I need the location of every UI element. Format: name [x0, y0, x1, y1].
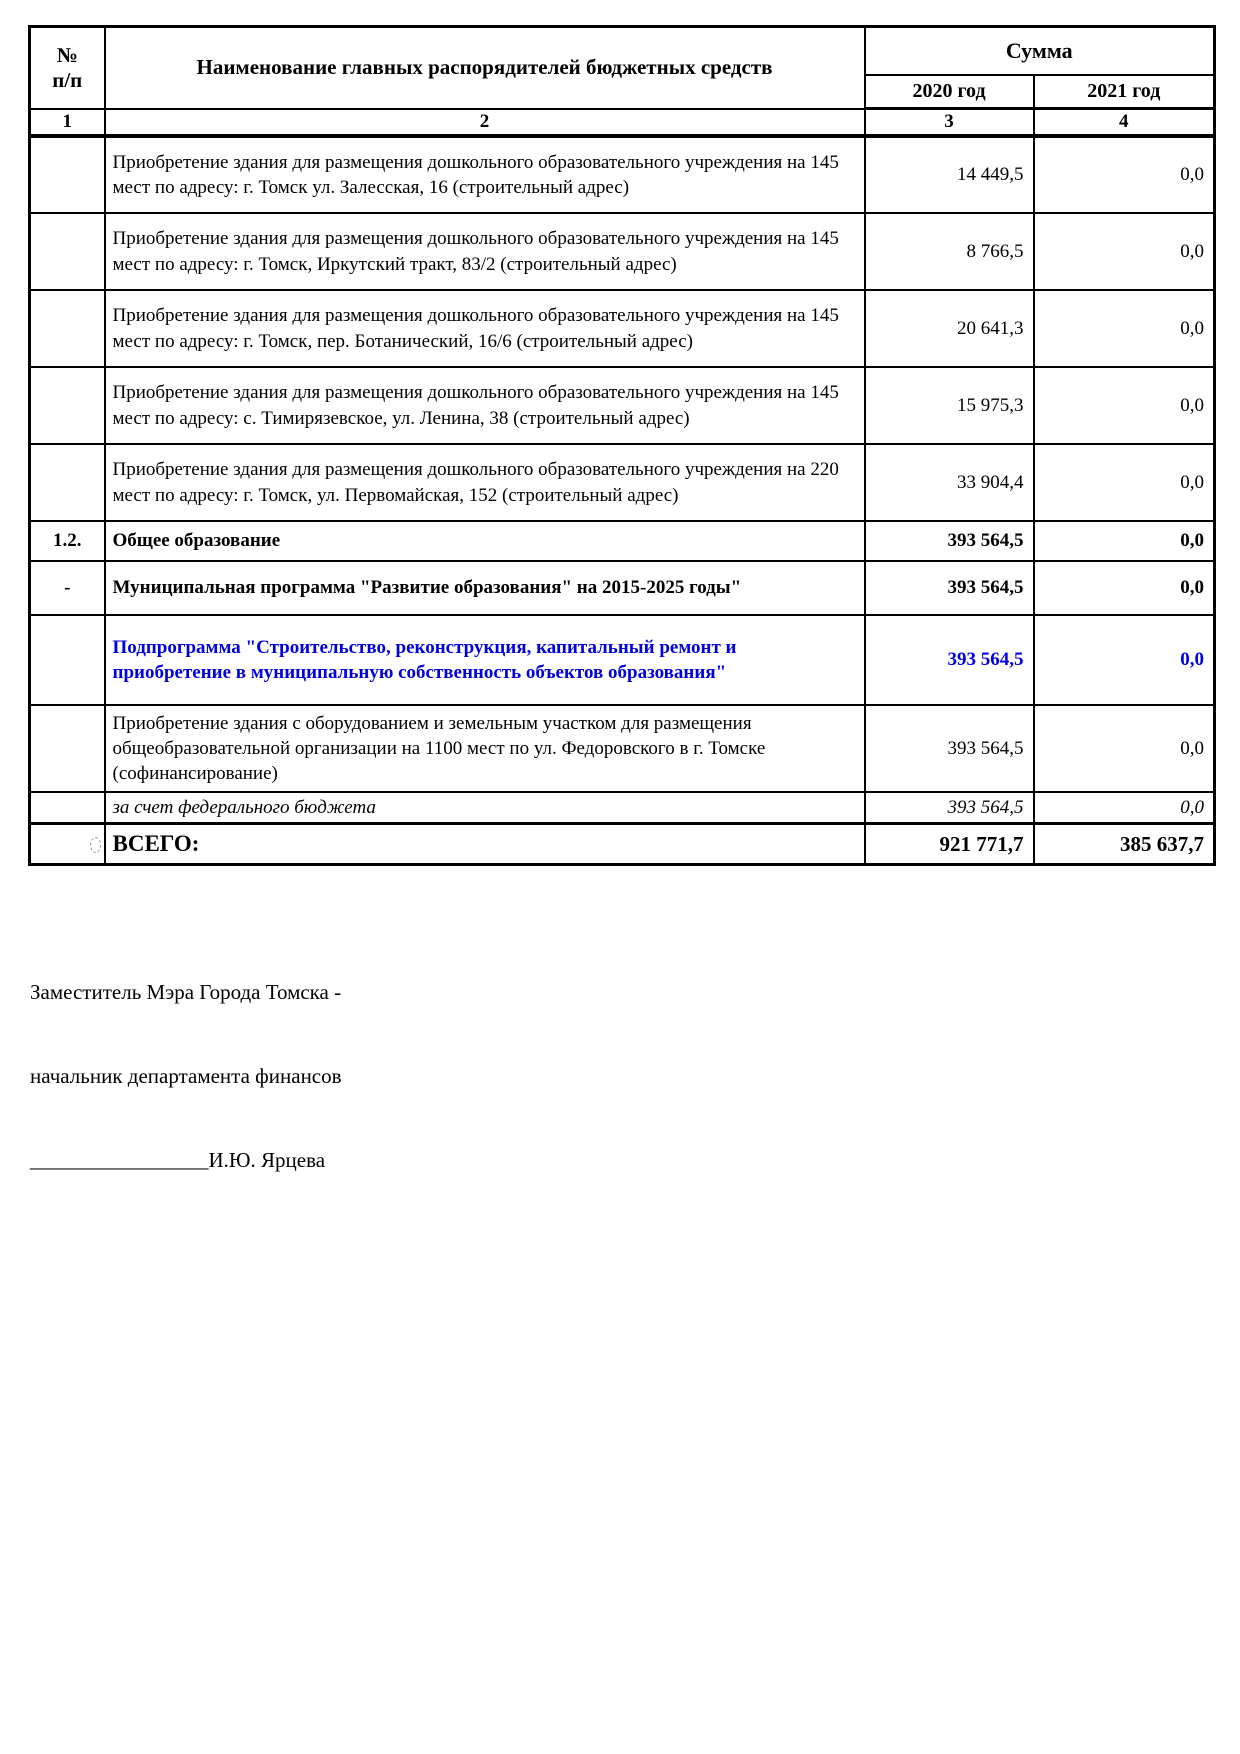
header-year-2020: 2020 год [865, 75, 1034, 109]
federal-budget-row [30, 792, 1215, 824]
table-row [30, 705, 1215, 792]
row-name-cell: Приобретение здания для размещения дошкольного образовательного учреждения на 145 мест по адресу: г. Томск, пер. Ботанический, 16/6 (строительный адрес) [105, 290, 865, 367]
row-number-cell [30, 213, 105, 290]
total-label: ВСЕГО: [105, 824, 865, 865]
row-number-cell [30, 615, 105, 705]
row-name-cell: Общее образование [105, 521, 865, 561]
row-2021-value: 0,0 [1034, 290, 1215, 367]
row-2021-value: 0,0 [1034, 615, 1215, 705]
row-2020-value: 15 975,3 [865, 367, 1034, 444]
row-name-cell: Приобретение здания для размещения дошкольного образовательного учреждения на 145 мест по адресу: г. Томск, Иркутский тракт, 83/2 (строительный адрес) [105, 213, 865, 290]
total-row [30, 824, 1215, 865]
header-sum-group: Сумма [865, 27, 1215, 75]
signature-position-line-1: Заместитель Мэра Города Томска - [30, 980, 342, 1004]
total-2020-value: 921 771,7 [865, 824, 1034, 865]
row-2021-value: 0,0 [1034, 213, 1215, 290]
row-2020-value: 393 564,5 [865, 615, 1034, 705]
row-name-cell: Приобретение здания для размещения дошкольного образовательного учреждения на 220 мест по адресу: г. Томск, ул. Первомайская, 152 (строительный адрес) [105, 444, 865, 521]
row-2021-value: 0,0 [1034, 792, 1215, 824]
program-row [30, 561, 1215, 615]
column-index-1: 1 [30, 109, 105, 137]
row-name-cell: Приобретение здания для размещения дошкольного образовательного учреждения на 145 мест по адресу: г. Томск ул. Залесская, 16 (строительный адрес) [105, 136, 865, 213]
column-index-2: 2 [105, 109, 865, 137]
header-year-2021: 2021 год [1034, 75, 1215, 109]
row-2021-value: 0,0 [1034, 705, 1215, 792]
row-number-cell [30, 705, 105, 792]
row-2021-value: 0,0 [1034, 367, 1215, 444]
row-2020-value: 393 564,5 [865, 792, 1034, 824]
row-name-cell: Муниципальная программа "Развитие образования" на 2015-2025 годы" [105, 561, 865, 615]
signature-block [30, 922, 342, 1230]
budget-table [28, 25, 1216, 866]
row-number-cell: 1.2. [30, 521, 105, 561]
subprogram-row [30, 615, 1215, 705]
row-2020-value: 20 641,3 [865, 290, 1034, 367]
table-row [30, 290, 1215, 367]
total-number-cell [30, 824, 105, 865]
row-number-cell: - [30, 561, 105, 615]
row-2021-value: 0,0 [1034, 561, 1215, 615]
row-2020-value: 393 564,5 [865, 521, 1034, 561]
table-row [30, 444, 1215, 521]
dashed-circle-anchor-icon [90, 837, 101, 853]
header-no-sign: № [56, 42, 78, 67]
row-number-cell [30, 290, 105, 367]
column-index-3: 3 [865, 109, 1034, 137]
row-2020-value: 393 564,5 [865, 705, 1034, 792]
row-number-cell [30, 367, 105, 444]
total-2021-value: 385 637,7 [1034, 824, 1215, 865]
row-2021-value: 0,0 [1034, 444, 1215, 521]
table-row [30, 367, 1215, 444]
row-name-cell: Приобретение здания с оборудованием и земельным участком для размещения общеобразовательной организации на 1100 мест по ул. Федоровского в г. Томске (софинансирование) [105, 705, 865, 792]
row-name-cell: Приобретение здания для размещения дошкольного образовательного учреждения на 145 мест по адресу: с. Тимирязевское, ул. Ленина, 38 (строительный адрес) [105, 367, 865, 444]
row-2021-value: 0,0 [1034, 521, 1215, 561]
signature-name-line: _________________И.Ю. Ярцева [30, 1148, 326, 1172]
header-number-column [30, 27, 105, 109]
header-name-column: Наименование главных распорядителей бюджетных средств [105, 27, 865, 109]
header-pp-sign: п/п [52, 67, 83, 92]
row-number-cell [30, 792, 105, 824]
row-2020-value: 14 449,5 [865, 136, 1034, 213]
row-name-cell: за счет федерального бюджета [105, 792, 865, 824]
row-2021-value: 0,0 [1034, 136, 1215, 213]
column-index-4: 4 [1034, 109, 1215, 137]
row-2020-value: 8 766,5 [865, 213, 1034, 290]
signature-position-line-2: начальник департамента финансов [30, 1064, 342, 1088]
row-number-cell [30, 444, 105, 521]
row-number-cell [30, 136, 105, 213]
table-row [30, 213, 1215, 290]
table-row [30, 136, 1215, 213]
row-2020-value: 393 564,5 [865, 561, 1034, 615]
row-name-cell: Подпрограмма "Строительство, реконструкция, капитальный ремонт и приобретение в муниципальную собственность объектов образования" [105, 615, 865, 705]
section-row-general-education [30, 521, 1215, 561]
row-2020-value: 33 904,4 [865, 444, 1034, 521]
